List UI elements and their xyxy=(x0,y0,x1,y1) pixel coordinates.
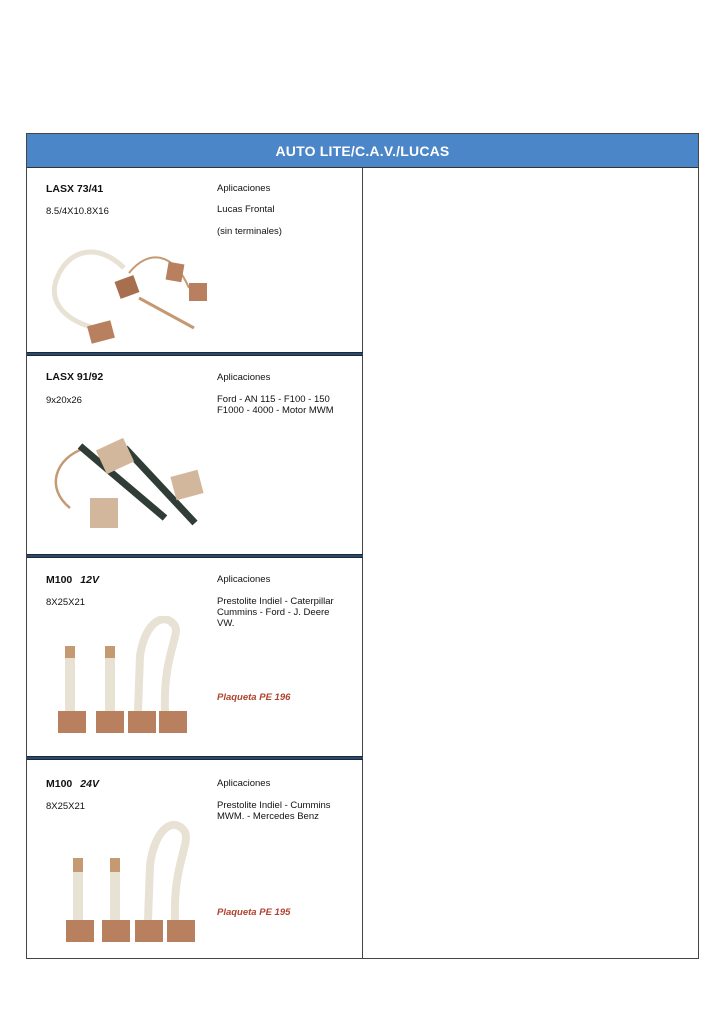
applications-heading: Aplicaciones xyxy=(217,183,271,194)
product-code: M100 24V xyxy=(46,778,99,790)
voltage-label: 24V xyxy=(80,778,99,790)
product-card-m100-24v xyxy=(27,760,362,959)
product-code: LASX 73/41 xyxy=(46,183,104,195)
voltage-label: 12V xyxy=(80,574,99,586)
catalog-frame xyxy=(26,133,699,959)
application-line: F1000 - 4000 - Motor MWM xyxy=(217,405,334,416)
application-line: Prestolite Indiel - Cummins xyxy=(217,800,331,811)
column-divider xyxy=(362,168,363,959)
product-size: 8X25X21 xyxy=(46,801,86,812)
plaqueta-label: Plaqueta PE 196 xyxy=(217,692,291,703)
application-line: Lucas Frontal xyxy=(217,204,275,215)
brush-photo xyxy=(49,238,214,348)
plaqueta-label: Plaqueta PE 195 xyxy=(217,907,291,918)
section-header xyxy=(27,134,698,168)
product-card-lasx-91-92 xyxy=(27,356,362,554)
application-line: MWM. - Mercedes Benz xyxy=(217,811,319,822)
brush-photo xyxy=(45,428,215,543)
applications-heading: Aplicaciones xyxy=(217,372,271,383)
application-line: Prestolite Indiel - Caterpillar xyxy=(217,596,334,607)
product-size: 8.5/4X10.8X16 xyxy=(46,206,109,217)
applications-heading: Aplicaciones xyxy=(217,778,271,789)
product-code: M100 12V xyxy=(46,574,99,586)
applications-heading: Aplicaciones xyxy=(217,574,271,585)
product-card-lasx-73-41 xyxy=(27,168,362,352)
application-line: (sin terminales) xyxy=(217,226,282,237)
brush-photo xyxy=(63,820,203,950)
product-card-m100-12v xyxy=(27,558,362,756)
brush-photo xyxy=(55,616,195,746)
application-line: Cummins - Ford - J. Deere xyxy=(217,607,330,618)
application-line: Ford - AN 115 - F100 - 150 xyxy=(217,394,330,405)
application-line: VW. xyxy=(217,618,235,629)
section-title: AUTO LITE/C.A.V./LUCAS xyxy=(275,142,450,159)
product-size: 8X25X21 xyxy=(46,597,86,608)
product-code: LASX 91/92 xyxy=(46,371,104,383)
product-size: 9x20x26 xyxy=(46,395,82,406)
